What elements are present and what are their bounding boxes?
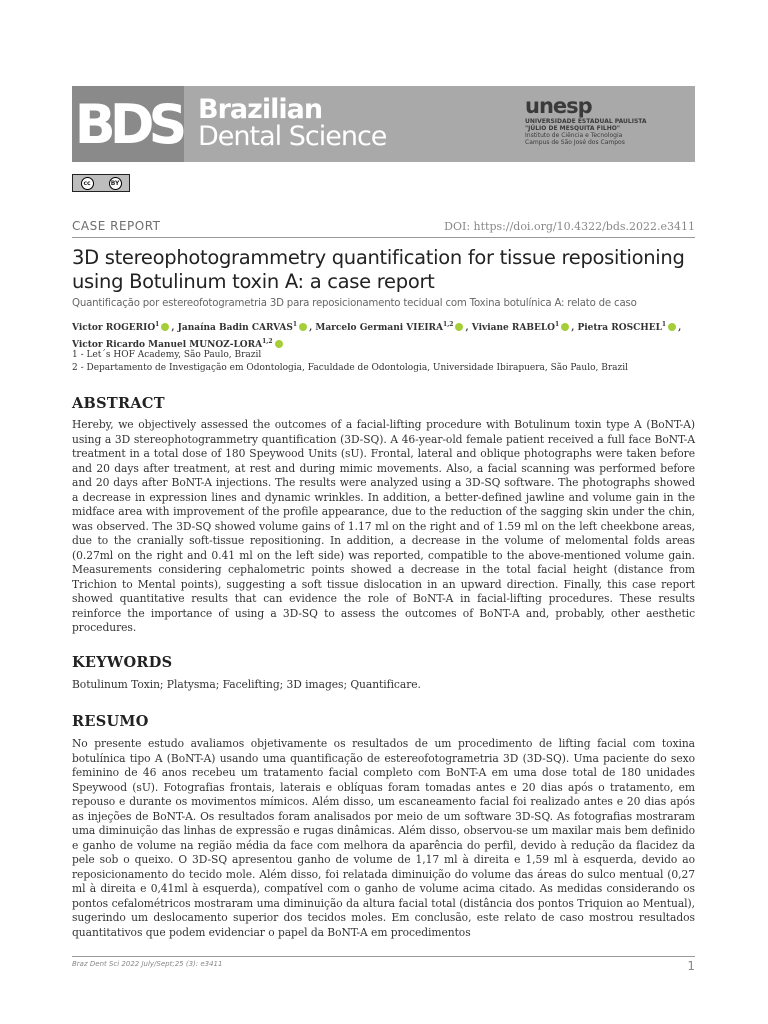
unesp-line2: "JÚLIO DE MESQUITA FILHO" (525, 125, 621, 132)
author-name: Victor ROGERIO (72, 323, 156, 333)
journal-banner (72, 86, 695, 162)
journal-name-line1: Brazilian (198, 94, 323, 125)
unesp-line1: UNIVERSIDADE ESTADUAL PAULISTA (525, 118, 647, 125)
author-affil-sup: 1 (292, 321, 298, 328)
unesp-line3: Instituto de Ciência e Tecnologia (525, 132, 623, 139)
article-type: CASE REPORT (72, 219, 161, 233)
article-type-bar (72, 219, 695, 238)
author-affil-sup: 1 (661, 321, 667, 328)
orcid-icon[interactable] (561, 323, 569, 331)
author-list: Victor ROGERIO$^1$ , Janaína Badin CARVAS$^1$ , Marcelo Germani VIEIRA$^{1,2}$ , Viviane RABELO$^1$ , Pietra ROSCHEL$^1$ , Victor Ricardo Manuel MUNOZ-LORA$^{1,2}$ (72, 321, 682, 350)
author-affil-sup: 1,2 (443, 321, 454, 328)
resumo-text: No presente estudo avaliamos objetivamente os resultados de um procedimento de lifting facial com toxina botulínica tipo A (BoNT-A) usando uma quantificação de estereofotogrametria 3D (3D-SQ). Uma paciente do sexo feminino de 46 anos recebeu um tratamento facial completo com BoNT-A em uma dose total de 180 unidades Speywood (sU). Fotografias frontais, laterais e oblíquas foram tomadas antes e 20 dias após o tratamento, em repouso e durante os movimentos mímicos. Além disso, um escaneamento facial foi realizado antes e 20 dias após as injeções de BoNT-A. Os resultados foram analisados por meio de um software 3D-SQ. As fotografias mostraram uma diminuição das linhas de expressão e rugas dinâmicas. Além disso, observou-se um maxilar mais bem definido e ganho de volume na região média da face com melhora da aparência do perfil, devido à redução da flacidez da pele sob o queixo. O 3D-SQ apresentou ganho de volume de 1,17 ml à direita e 1,59 ml à esquerda, devido ao reposicionamento do tecido mole. Além disso, foi relatada diminuição do volume das áreas do sulco mentual (0,27 ml à direita e 0,41ml à esquerda), compatível com o ganho de volume acima citado. As medidas considerando os pontos cefalométricos mostraram uma diminuição da altura facial total (distância dos pontos Triquion ao Mentual), sugerindo um deslocamento superior dos tecidos moles. Em conclusão, este relato de caso mostrou resultados quantitativos que podem evidenciar o papel da BoNT-A em procedimentos (72, 737, 695, 939)
doi-link[interactable]: DOI: https://doi.org/10.4322/bds.2022.e3411 (444, 220, 695, 233)
journal-name-line2: Dental Science (198, 121, 387, 152)
bds-logo: BDS (72, 86, 184, 162)
author-name: Janaína Badin CARVAS (177, 323, 293, 333)
orcid-icon[interactable] (299, 323, 307, 331)
orcid-icon[interactable] (668, 323, 676, 331)
page-footer (72, 956, 695, 977)
footer-citation: Braz Dent Sci 2022 July/Sept;25 (3): e3411 (72, 960, 223, 968)
by-icon: BY (109, 177, 122, 190)
cc-icon: cc (81, 177, 94, 190)
orcid-icon[interactable] (275, 340, 283, 348)
cc-license-badge[interactable] (72, 174, 130, 192)
orcid-icon[interactable] (161, 323, 169, 331)
affiliations (72, 349, 695, 375)
abstract-heading: ABSTRACT (72, 395, 165, 412)
keywords-text: Botulinum Toxin; Platysma; Facelifting; 3D images; Quantificare. (72, 678, 421, 691)
affiliation-item: 1 - Let´s HOF Academy, São Paulo, Brazil (72, 350, 262, 360)
author-name: Victor Ricardo Manuel MUNOZ-LORA (72, 340, 263, 350)
abstract-text: Hereby, we objectively assessed the outcomes of a facial-lifting procedure with Botulinum toxin type A (BoNT-A) using a 3D stereophotogrammetry quantification (3D-SQ). A 46-year-old female patient received a full face BoNT-A treatment in a total dose of 180 Speywood Units (sU). Frontal, lateral and oblique photographs were taken before and 20 days after treatment, at rest and during mimic movements. Also, a facial scanning was performed before and 20 days after BoNT-A injections. The results were analyzed using a 3D-SQ software. The photographs showed a decrease in expression lines and dynamic wrinkles. In addition, a better-defined jawline and volume gain in the midface area with improvement of the profile appearance, due to the reduction of the sagging skin under the chin, was observed. The 3D-SQ showed volume gains of 1.17 ml on the right and of 1.59 ml on the left cheekbone areas, due to the cranially soft-tissue repositioning. In addition, a decrease in the volume of melomental folds areas (0.27ml on the right and 0.41 ml on the left side) was reported, compatible to the above-mentioned volume gain. Measurements considering cephalometric points showed a decrease in the total facial height (distance from Trichion to Mental points), suggesting a soft tissue dislocation in an upward direction. Finally, this case report showed quantitative results that can evidence the role of BoNT-A in facial-lifting procedures. These results reinforce the importance of using a 3D-SQ to assess the outcomes of BoNT-A and, probably, other aesthetic procedures. (72, 418, 695, 634)
resumo-heading: RESUMO (72, 713, 149, 730)
page-number: 1 (687, 959, 695, 973)
unesp-logo (525, 86, 695, 162)
article-title: 3D stereophotogrammetry quantification for tissue repositioning using Botulinum toxin A: a case report (72, 246, 685, 293)
author-name: Viviane RABELO (471, 323, 555, 333)
author-affil-sup: 1 (555, 321, 560, 328)
affiliation-item: 2 - Departamento de Investigação em Odontologia, Faculdade de Odontologia, Universidade Ibirapuera, São Paulo, Brazil (72, 363, 629, 373)
author-affil-sup: 1,2 (262, 338, 273, 345)
article-subtitle: Quantificação por estereofotogrametria 3D para reposicionamento tecidual com Toxina botulínica A: relato de caso (72, 298, 637, 309)
author-name: Marcelo Germani VIEIRA (315, 323, 444, 333)
unesp-line4: Campus de São José dos Campos (525, 139, 625, 146)
author-name: Pietra ROSCHEL (577, 323, 662, 333)
unesp-brand: unesp (525, 94, 592, 118)
journal-name (184, 86, 386, 162)
orcid-icon[interactable] (455, 323, 463, 331)
keywords-heading: KEYWORDS (72, 654, 173, 671)
author-affil-sup: 1 (155, 321, 160, 328)
